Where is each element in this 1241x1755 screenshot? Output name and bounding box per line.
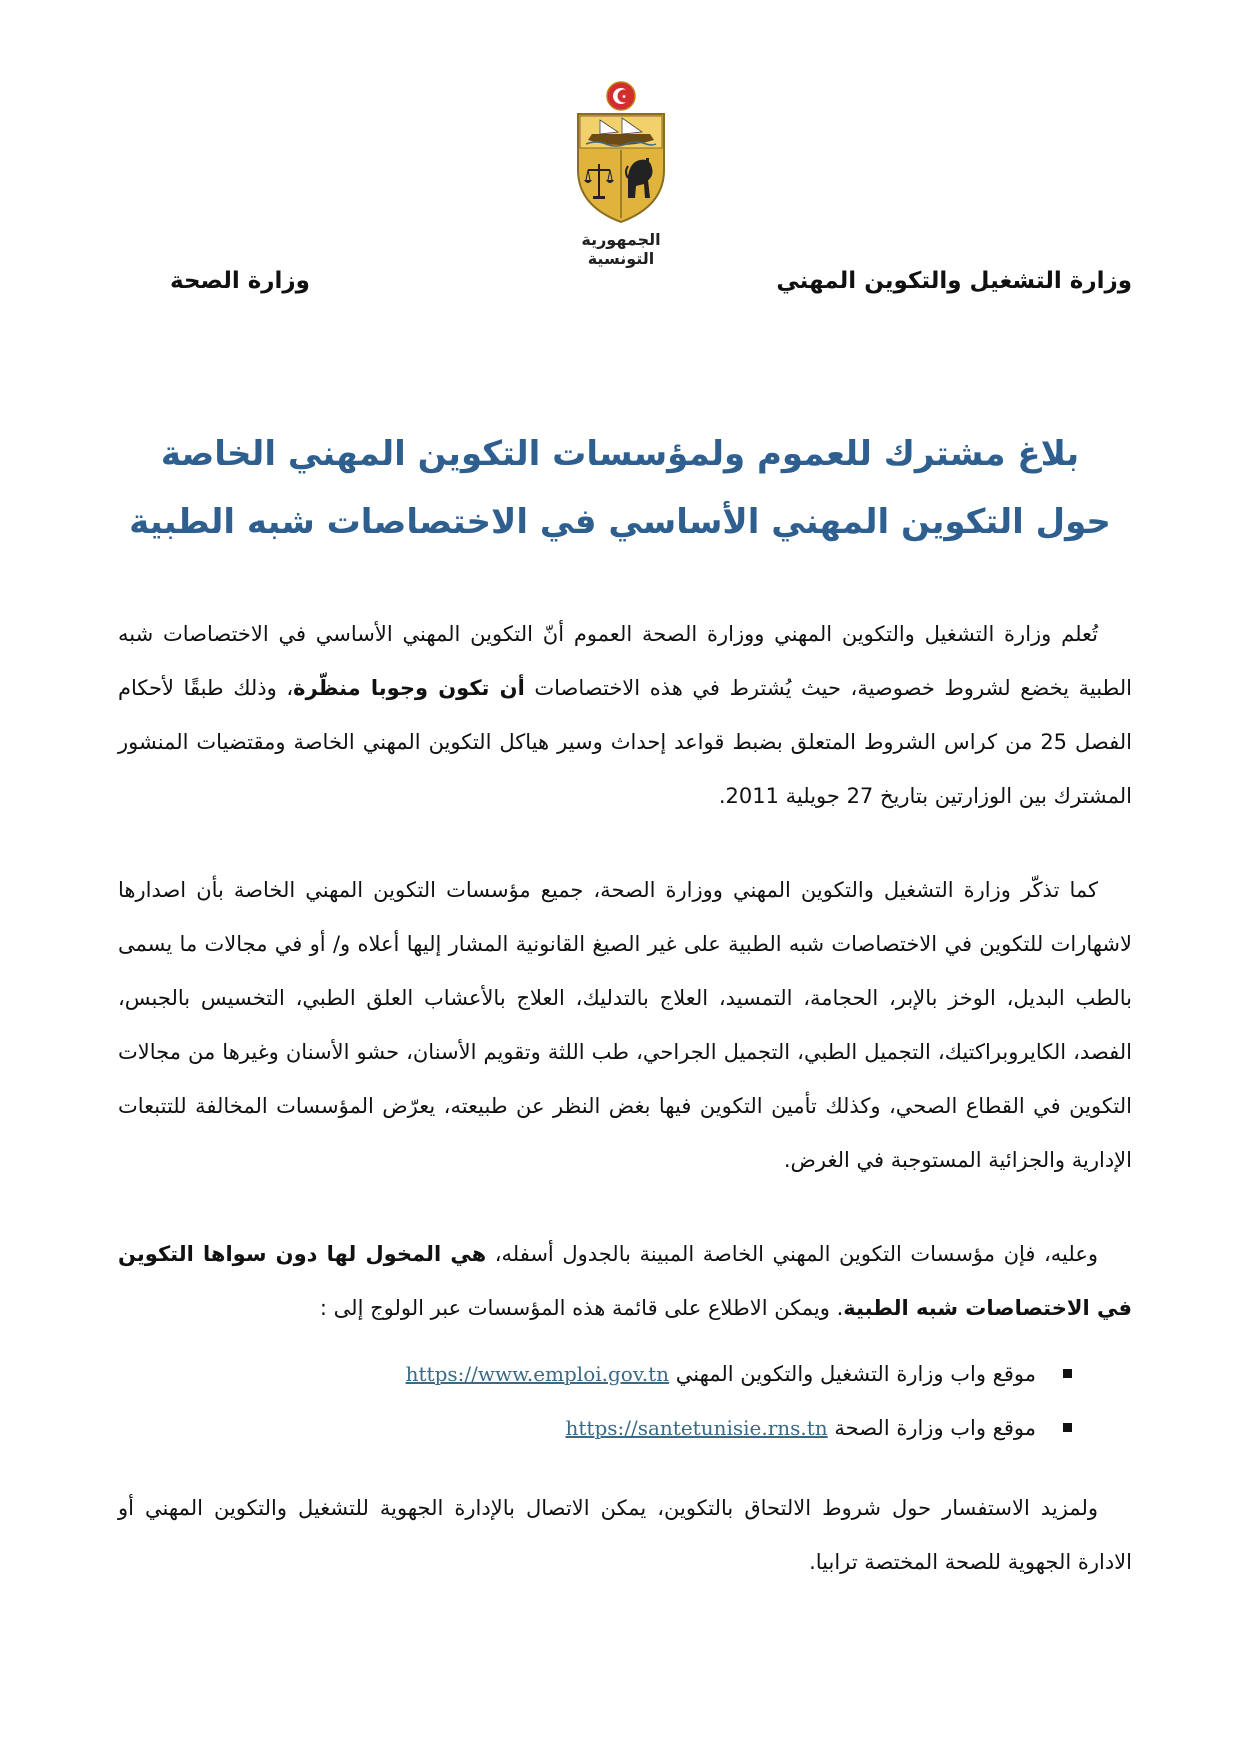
paragraph-3 — [118, 1227, 1132, 1335]
list-item — [118, 1347, 1072, 1401]
title-line-2: حول التكوين المهني الأساسي في الاختصاصات شبه الطبية — [129, 502, 1111, 542]
list-item — [118, 1401, 1072, 1455]
paragraph-1-text-b: ، وذلك طبقًا لأحكام الفصل 25 من كراس الشروط المتعلق بضبط قواعد إحداث وسير هياكل التكوين المهني الخاصة ومقتضيات المنشور المشترك بين الوزارتين بتاريخ 27 جويلية 2011. — [118, 676, 1132, 808]
paragraph-3-bold: هي المخول لها دون سواها التكوين في الاختصاصات شبه الطبية — [118, 1242, 1132, 1320]
links-list — [118, 1347, 1132, 1455]
paragraph-1-text-a: تُعلم وزارة التشغيل والتكوين المهني ووزارة الصحة العموم أنّ التكوين المهني الأساسي في الاختصاصات شبه الطبية يخضع لشروط خصوصية، حيث يُشترط في هذه الاختصاصات — [118, 622, 1133, 700]
paragraph-3-text-b: . ويمكن الاطلاع على قائمة هذه المؤسسات عبر الولوج إلى : — [319, 1296, 844, 1320]
bullet-square-icon — [1063, 1369, 1072, 1378]
title-line-1: بلاغ مشترك للعموم ولمؤسسات التكوين المهني الخاصة — [160, 434, 1080, 474]
document-title — [120, 420, 1120, 556]
republic-label: الجمهورية التونسية — [581, 230, 661, 268]
paragraph-2: كما تذكّر وزارة التشغيل والتكوين المهني ووزارة الصحة، جميع مؤسسات التكوين المهني الخاصة بأن اصدارها لاشهارات للتكوين في الاختصاصات شبه الطبية على غير الصيغ القانونية المشار إليها أعلاه و/ أو في مجالات ما يسمى بالطب البديل، الوخز بالإبر، الحجامة، التمسيد، العلاج بالتدليك، العلاج بالأعشاب العلق الطبي، التخسيس بالجبس، الفصد، الكايروبراكتيك، التجميل الطبي، التجميل الجراحي، طب اللثة وتقويم الأسنان، حشو الأسنان وغيرها من مجالات التكوين في القطاع الصحي، وكذلك تأمين التكوين فيها بغض النظر عن طبيعته، يعرّض المؤسسات المخالفة للتتبعات الإدارية والجزائية المستوجبة في الغرض. — [118, 878, 1132, 1172]
bullet-square-icon — [1063, 1423, 1072, 1432]
link-label-employment: موقع واب وزارة التشغيل والتكوين المهني — [675, 1362, 1036, 1386]
ministry-health-label: وزارة الصحة — [170, 268, 310, 294]
tunisia-emblem-icon — [566, 78, 676, 228]
link-health-website[interactable]: https://santetunisie.rns.tn — [565, 1416, 828, 1440]
link-employment-website[interactable]: https://www.emploi.gov.tn — [405, 1362, 670, 1386]
ministry-employment-label: وزارة التشغيل والتكوين المهني — [776, 268, 1132, 294]
coat-of-arms — [546, 78, 696, 268]
paragraph-3-text-a: وعليه، فإن مؤسسات التكوين المهني الخاصة المبينة بالجدول أسفله، — [486, 1242, 1098, 1266]
paragraph-4: ولمزيد الاستفسار حول شروط الالتحاق بالتكوين، يمكن الاتصال بالإدارة الجهوية للتشغيل والتكوين المهني أو الادارة الجهوية للصحة المختصة ترابيا. — [118, 1496, 1132, 1574]
paragraph-1 — [118, 607, 1132, 823]
link-label-health: موقع واب وزارة الصحة — [834, 1416, 1036, 1440]
document-body — [118, 607, 1132, 1629]
paragraph-1-bold: أن تكون وجوبا منظّرة — [293, 676, 525, 700]
